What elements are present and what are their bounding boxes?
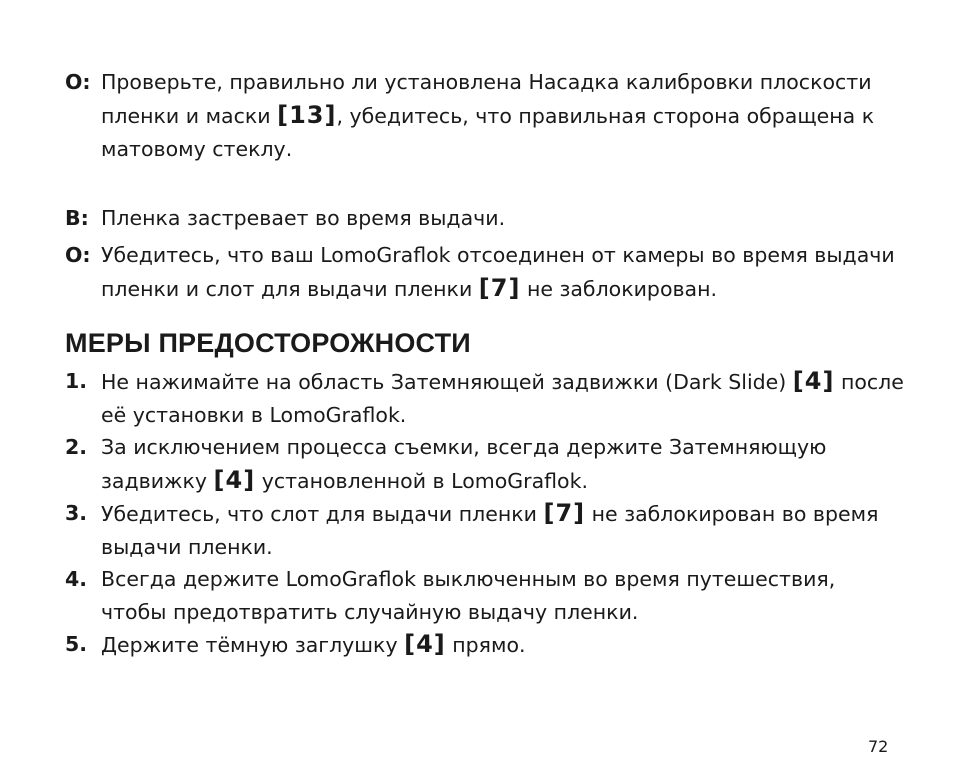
part-reference: [13]	[277, 101, 337, 129]
item-number: 3.	[65, 501, 88, 525]
page-number: 72	[868, 737, 889, 756]
list-item	[65, 628, 905, 662]
part-reference: [4]	[792, 367, 835, 395]
part-reference: [4]	[404, 630, 446, 658]
answer-1	[65, 66, 905, 166]
question-text: Пленка застревает во время выдачи.	[101, 206, 506, 230]
answer-text: Проверьте, правильно ли установлена Насадка калибровки плоскости пленки и маски	[101, 70, 872, 128]
part-reference: [7]	[478, 274, 521, 302]
answer-tag: О:	[65, 70, 91, 94]
answer-text: , убедитесь, что правильная сторона обращена к матовому стеклу.	[101, 104, 875, 161]
list-item	[65, 431, 905, 497]
answer-text: Убедитесь, что ваш LomoGraflok отсоединен от камеры во время выдачи пленки и слот для выдачи пленки	[101, 243, 895, 301]
item-number: 2.	[65, 435, 88, 459]
list-item	[65, 497, 905, 563]
question-tag: В:	[65, 206, 89, 230]
item-text: не заблокирован во время выдачи пленки.	[101, 502, 879, 559]
part-reference: [4]	[213, 465, 256, 494]
part-reference: [7]	[543, 499, 586, 527]
section-heading: МЕРЫ ПРЕДОСТОРОЖНОСТИ	[65, 328, 471, 358]
item-text: Убедитесь, что слот для выдачи пленки	[101, 502, 544, 526]
item-text: Всегда держите LomoGraflok выключенным во время путешествия, чтобы предотвратить случайную выдачу пленки.	[101, 567, 836, 624]
list-item	[65, 365, 905, 431]
item-text: За исключением процесса съемки, всегда держите Затемняющую задвижку	[101, 435, 827, 493]
page-content	[65, 66, 905, 662]
answer-tag: О:	[65, 243, 91, 267]
item-text: прямо.	[445, 633, 526, 657]
item-text: Держите тёмную заглушку	[101, 633, 405, 657]
answer-text: не заблокирован.	[520, 277, 718, 301]
list-item	[65, 563, 905, 628]
item-number: 5.	[65, 632, 88, 656]
item-text: после её установки в LomoGraflok.	[101, 370, 904, 427]
precautions-list	[65, 365, 905, 662]
answer-2	[65, 239, 905, 306]
item-text: Не нажимайте на область Затемняющей задвижки (Dark Slide)	[101, 370, 793, 394]
question-2	[65, 202, 905, 235]
item-text: установленной в LomoGraflok.	[255, 468, 588, 493]
item-number: 4.	[65, 567, 88, 591]
item-number: 1.	[65, 369, 88, 393]
